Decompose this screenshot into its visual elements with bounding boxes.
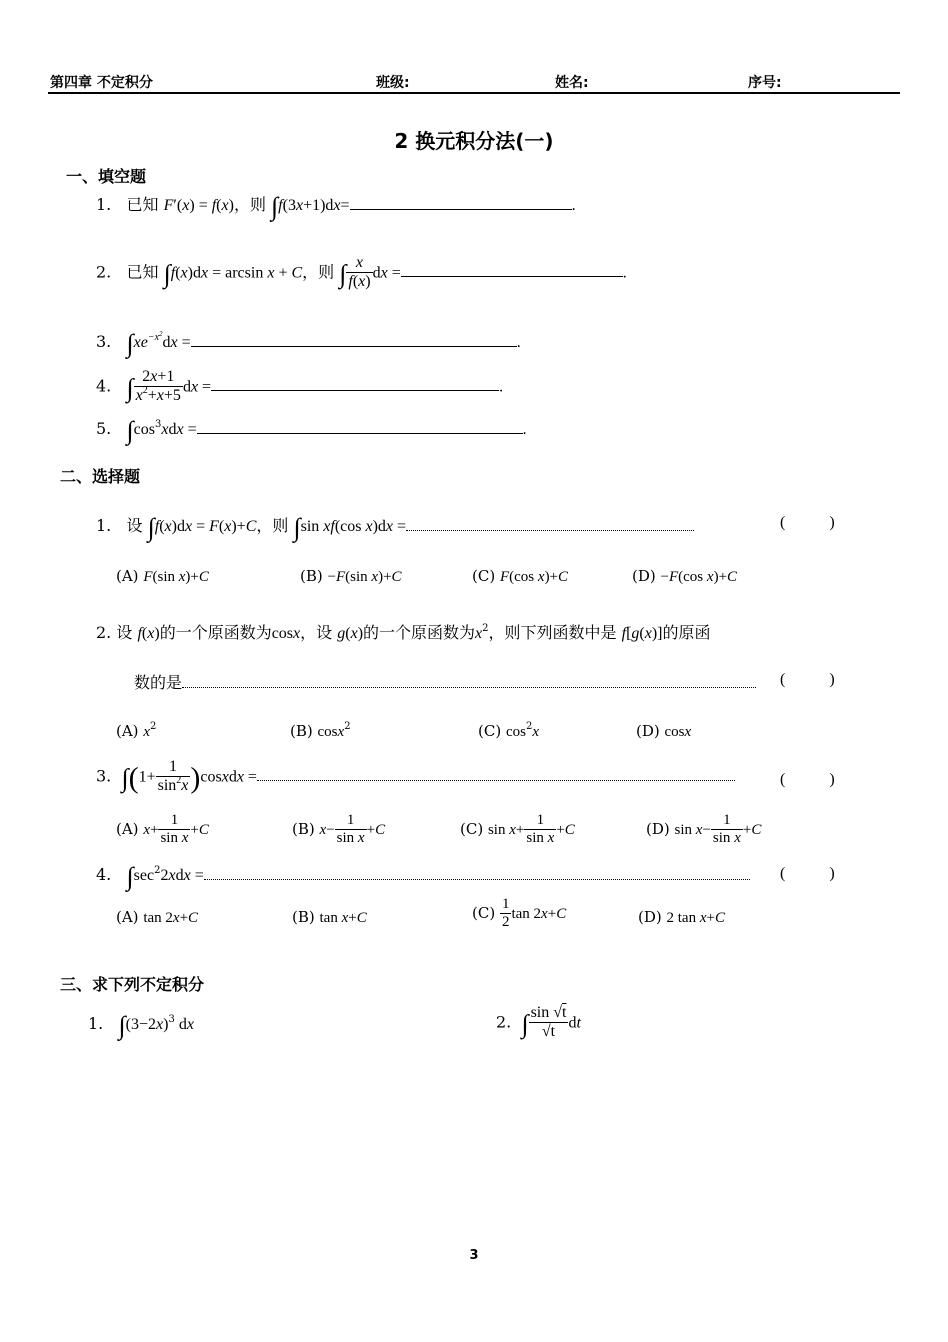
choice-3-option-d[interactable]: (D) sin x− $\frac{1}{\text{sin x}}$ +C — [646, 812, 762, 847]
choice-question-3: 3. ∫(1+ $\frac{1}{\sin^2x}$ )cosxdx = — [96, 758, 735, 796]
answer-blank[interactable] — [401, 262, 623, 277]
choice-3-option-a[interactable]: (A) x+ $\frac{1}{\text{sin x}}$ +C — [116, 812, 209, 847]
fill-question-4: 4. ∫ $\frac{2x+1}{x^2+x+5}$ dx = . — [96, 368, 504, 405]
answer-bracket[interactable]: ( ) — [780, 671, 835, 688]
fill-question-5: 5. $\int\cos^3xdx$ = . — [96, 416, 527, 445]
answer-blank[interactable] — [204, 865, 750, 880]
integral-problem-1: 1. $\int(3-2x)^3$ dx — [88, 1011, 194, 1040]
choice-question-2: 2. 设 f(x)的一个原函数为cosx，设 g(x)的一个原函数为$x^2$，则下列函数中是 f[g(x)]的原函 — [96, 623, 711, 642]
answer-bracket[interactable]: ( ) — [780, 514, 835, 531]
choice-1-option-c[interactable]: (C) F(cos x)+C — [472, 567, 569, 585]
choice-3-option-c[interactable]: (C) sin x+ $\frac{1}{\text{sin x}}$ +C — [460, 812, 575, 847]
choice-1-option-d[interactable]: (D) −F(cos x)+C — [632, 567, 738, 585]
answer-blank[interactable] — [257, 766, 735, 781]
fill-question-3: 3. $\int xe^{-x^2}dx$ = . — [96, 329, 521, 358]
answer-blank[interactable] — [182, 673, 756, 688]
choice-4-option-d[interactable]: (D) 2 tan x+C — [638, 908, 725, 926]
answer-blank[interactable] — [406, 516, 694, 531]
fill-question-2: 2. 已知 ∫f(x)dx = arcsin x + C，则 ∫ $\frac{x}{f(x)}$ dx = . — [96, 254, 627, 291]
choice-1-option-b[interactable]: (B) −F(sin x)+C — [300, 567, 402, 585]
answer-blank[interactable] — [191, 332, 517, 347]
answer-bracket[interactable]: ( ) — [780, 771, 835, 788]
choice-2-option-b[interactable]: (B) cosx$^2$ — [290, 721, 351, 740]
section-2-heading: 二、选择题 — [60, 467, 141, 486]
class-label: 班级: — [376, 75, 410, 91]
integral-problem-2: 2. ∫ $\frac{\sin √t}{√t}$ dt — [496, 1004, 581, 1041]
answer-bracket[interactable]: ( ) — [780, 865, 835, 882]
answer-blank[interactable] — [211, 376, 499, 391]
section-1-heading: 一、填空题 — [66, 167, 147, 186]
choice-2-option-d[interactable]: (D) cosx — [636, 722, 692, 740]
fill-question-1: 1. 已知 F′(x) = f(x)，则 ∫f(3x+1)dx= . — [96, 192, 576, 221]
section-3-heading: 三、求下列不定积分 — [60, 975, 205, 994]
choice-1-option-a[interactable]: (A) F(sin x)+C — [116, 567, 209, 585]
choice-4-option-b[interactable]: (B) tan x+C — [292, 908, 367, 926]
answer-blank[interactable] — [197, 419, 523, 434]
chapter-label: 第四章 不定积分 — [50, 75, 153, 91]
choice-3-option-b[interactable]: (B) x− $\frac{1}{\text{sin x}}$ +C — [292, 812, 386, 847]
choice-question-2-line2: 数的是 — [134, 670, 756, 693]
page-title: 2 换元积分法(一) — [394, 129, 554, 153]
choice-2-option-a[interactable]: (A) $x^2$ — [116, 721, 157, 740]
choice-2-option-c[interactable]: (C) $\cos^2x$ — [478, 721, 540, 740]
header-rule — [48, 92, 900, 94]
choice-4-option-a[interactable]: (A) tan 2x+C — [116, 908, 199, 926]
page-number: 3 — [469, 1248, 479, 1263]
answer-blank[interactable] — [350, 195, 572, 210]
choice-question-1: 1. 设 ∫f(x)dx = F(x)+C，则 ∫sin xf(cos x)dx = — [96, 513, 694, 541]
choice-question-4: 4. $\int\sec^22xdx$ = — [96, 864, 750, 890]
name-label: 姓名: — [555, 75, 589, 91]
number-label: 序号: — [748, 75, 782, 91]
choice-4-option-c[interactable]: (C) $\frac{1}{2}$ tan 2x+C — [472, 896, 567, 931]
